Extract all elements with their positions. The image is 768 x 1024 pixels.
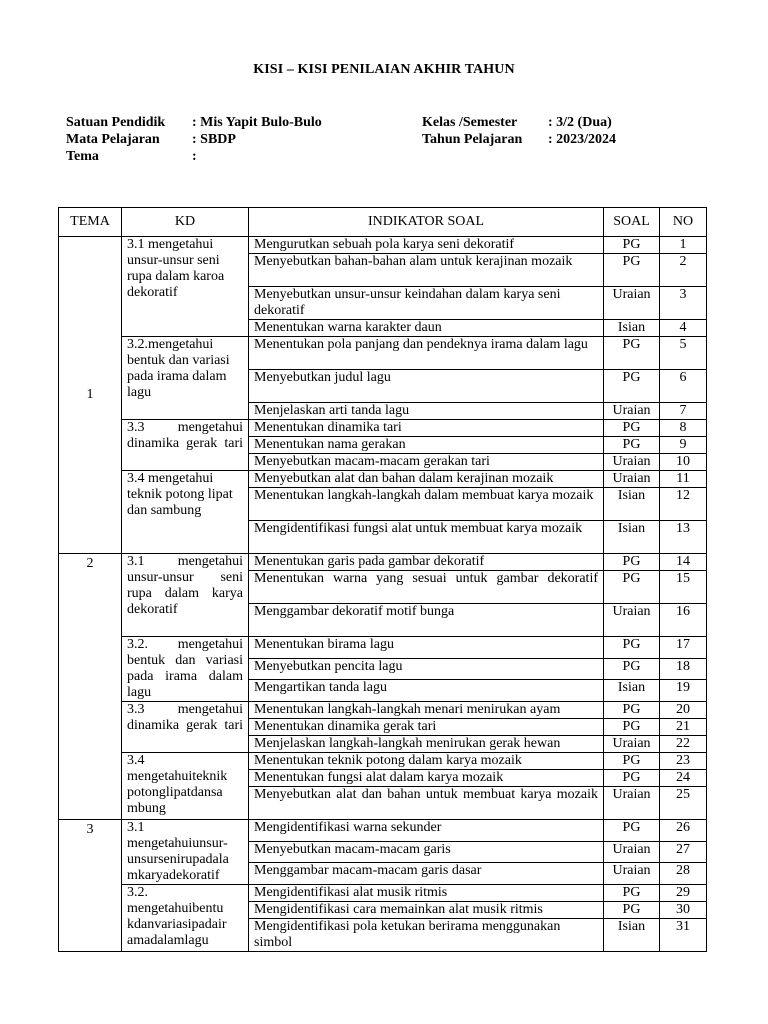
column-header-indikator: INDIKATOR SOAL [249, 208, 604, 237]
indikator-cell: Menyebutkan judul lagu [249, 370, 604, 403]
kisi-table [58, 207, 707, 952]
soal-type-cell: PG [604, 770, 660, 787]
indikator-cell: Menentukan garis pada gambar dekoratif [249, 554, 604, 571]
soal-type-cell: PG [604, 719, 660, 736]
indikator-cell: Menyebutkan alat dan bahan untuk membuat karya mozaik [249, 787, 604, 820]
soal-type-cell: PG [604, 237, 660, 254]
tema-cell: 2 [59, 554, 122, 820]
indikator-cell: Menentukan birama lagu [249, 637, 604, 659]
indikator-cell: Menyebutkan pencita lagu [249, 658, 604, 680]
indikator-cell: Mengurutkan sebuah pola karya seni dekoratif [249, 237, 604, 254]
table-row [59, 637, 707, 659]
column-header-soal: SOAL [604, 208, 660, 237]
soal-type-cell: Uraian [604, 403, 660, 420]
indikator-cell: Menentukan warna yang sesuai untuk gambar dekoratif [249, 571, 604, 604]
indikator-cell: Menentukan fungsi alat dalam karya mozaik [249, 770, 604, 787]
number-cell: 25 [660, 787, 707, 820]
number-cell: 1 [660, 237, 707, 254]
number-cell: 11 [660, 471, 707, 488]
number-cell: 31 [660, 919, 707, 952]
mapel-label: Mata Pelajaran [66, 132, 160, 147]
number-cell: 15 [660, 571, 707, 604]
indikator-cell: Menyebutkan unsur-unsur keindahan dalam karya seni dekoratif [249, 287, 604, 320]
soal-type-cell: Isian [604, 521, 660, 554]
kd-cell: 3.2. mengetahui bentuk dan variasi pada irama dalam lagu [122, 637, 249, 702]
indikator-cell: Menentukan teknik potong dalam karya mozaik [249, 753, 604, 770]
number-cell: 8 [660, 420, 707, 437]
number-cell: 23 [660, 753, 707, 770]
tahun-label: Tahun Pelajaran [422, 132, 523, 147]
number-cell: 21 [660, 719, 707, 736]
indikator-cell: Mengidentifikasi pola ketukan berirama menggunakan simbol [249, 919, 604, 952]
number-cell: 9 [660, 437, 707, 454]
tema-cell: 1 [59, 237, 122, 554]
number-cell: 3 [660, 287, 707, 320]
number-cell: 29 [660, 885, 707, 902]
table-body [59, 237, 707, 952]
soal-type-cell: PG [604, 254, 660, 287]
soal-type-cell: Uraian [604, 454, 660, 471]
table-row [59, 337, 707, 370]
number-cell: 30 [660, 902, 707, 919]
number-cell: 20 [660, 702, 707, 719]
number-cell: 26 [660, 820, 707, 842]
indikator-cell: Menentukan warna karakter daun [249, 320, 604, 337]
number-cell: 6 [660, 370, 707, 403]
soal-type-cell: PG [604, 637, 660, 659]
number-cell: 7 [660, 403, 707, 420]
kelas-label: Kelas /Semester [422, 115, 518, 130]
soal-type-cell: Isian [604, 919, 660, 952]
indikator-cell: Mengidentifikasi fungsi alat untuk membuat karya mozaik [249, 521, 604, 554]
table-row [59, 420, 707, 437]
soal-type-cell: PG [604, 902, 660, 919]
soal-type-cell: Uraian [604, 787, 660, 820]
tema-label: Tema [66, 149, 99, 164]
soal-type-cell: Isian [604, 680, 660, 702]
column-header-tema: TEMA [59, 208, 122, 237]
satuan-value: : Mis Yapit Bulo-Bulo [192, 115, 322, 130]
column-header-kd: KD [122, 208, 249, 237]
indikator-cell: Mengidentifikasi cara memainkan alat musik ritmis [249, 902, 604, 919]
number-cell: 2 [660, 254, 707, 287]
number-cell: 19 [660, 680, 707, 702]
indikator-cell: Mengartikan tanda lagu [249, 680, 604, 702]
indikator-cell: Menyebutkan alat dan bahan dalam kerajinan mozaik [249, 471, 604, 488]
table-row [59, 554, 707, 571]
soal-type-cell: PG [604, 337, 660, 370]
soal-type-cell: PG [604, 702, 660, 719]
kd-cell: 3.3 mengetahui dinamika gerak tari [122, 702, 249, 753]
number-cell: 24 [660, 770, 707, 787]
number-cell: 14 [660, 554, 707, 571]
kd-cell: 3.4 mengetahui teknik potong lipat dan sambung [122, 471, 249, 554]
kd-cell: 3.1 mengetahui unsur-unsur seni rupa dalam karoa dekoratif [122, 237, 249, 337]
kd-cell: 3.1 mengetahui unsur-unsur seni rupa dalam karya dekoratif [122, 554, 249, 637]
document-title: KISI – KISI PENILAIAN AKHIR TAHUN [253, 62, 515, 77]
soal-type-cell: Uraian [604, 841, 660, 863]
soal-type-cell: Uraian [604, 287, 660, 320]
tema-cell: 3 [59, 820, 122, 952]
number-cell: 22 [660, 736, 707, 753]
number-cell: 5 [660, 337, 707, 370]
tahun-value: : 2023/2024 [548, 132, 617, 147]
number-cell: 18 [660, 658, 707, 680]
table-row [59, 820, 707, 842]
soal-type-cell: PG [604, 370, 660, 403]
indikator-cell: Menjelaskan langkah-langkah menirukan gerak hewan [249, 736, 604, 753]
number-cell: 13 [660, 521, 707, 554]
soal-type-cell: Isian [604, 488, 660, 521]
soal-type-cell: Uraian [604, 604, 660, 637]
kelas-value: : 3/2 (Dua) [548, 115, 612, 130]
indikator-cell: Menentukan langkah-langkah menari menirukan ayam [249, 702, 604, 719]
indikator-cell: Menggambar dekoratif motif bunga [249, 604, 604, 637]
number-cell: 10 [660, 454, 707, 471]
soal-type-cell: Isian [604, 320, 660, 337]
number-cell: 17 [660, 637, 707, 659]
number-cell: 12 [660, 488, 707, 521]
indikator-cell: Menyebutkan macam-macam gerakan tari [249, 454, 604, 471]
table-row [59, 702, 707, 719]
kd-cell: 3.2. mengetahuibentu kdanvariasipadair amadalamlagu [122, 885, 249, 952]
table-header-row [59, 208, 707, 237]
number-cell: 16 [660, 604, 707, 637]
indikator-cell: Menentukan dinamika gerak tari [249, 719, 604, 736]
soal-type-cell: Uraian [604, 471, 660, 488]
kd-cell: 3.2.mengetahui bentuk dan variasi pada irama dalam lagu [122, 337, 249, 420]
number-cell: 4 [660, 320, 707, 337]
kd-cell: 3.4 mengetahuiteknik potonglipatdansa mbung [122, 753, 249, 820]
indikator-cell: Menggambar macam-macam garis dasar [249, 863, 604, 885]
soal-type-cell: PG [604, 437, 660, 454]
indikator-cell: Menentukan nama gerakan [249, 437, 604, 454]
indikator-cell: Menyebutkan macam-macam garis [249, 841, 604, 863]
kd-cell: 3.3 mengetahui dinamika gerak tari [122, 420, 249, 471]
soal-type-cell: Uraian [604, 736, 660, 753]
indikator-cell: Menentukan langkah-langkah dalam membuat karya mozaik [249, 488, 604, 521]
satuan-label: Satuan Pendidik [66, 115, 166, 130]
number-cell: 28 [660, 863, 707, 885]
indikator-cell: Mengidentifikasi alat musik ritmis [249, 885, 604, 902]
number-cell: 27 [660, 841, 707, 863]
indikator-cell: Menjelaskan arti tanda lagu [249, 403, 604, 420]
kd-cell: 3.1 mengetahuiunsur-unsursenirupadala mkaryadekoratif [122, 820, 249, 885]
soal-type-cell: PG [604, 753, 660, 770]
table-row [59, 885, 707, 902]
soal-type-cell: PG [604, 420, 660, 437]
column-header-no: NO [660, 208, 707, 237]
table-row [59, 471, 707, 488]
soal-type-cell: Uraian [604, 863, 660, 885]
soal-type-cell: PG [604, 885, 660, 902]
soal-type-cell: PG [604, 658, 660, 680]
soal-type-cell: PG [604, 554, 660, 571]
indikator-cell: Menentukan dinamika tari [249, 420, 604, 437]
soal-type-cell: PG [604, 820, 660, 842]
indikator-cell: Mengidentifikasi warna sekunder [249, 820, 604, 842]
indikator-cell: Menyebutkan bahan-bahan alam untuk kerajinan mozaik [249, 254, 604, 287]
soal-type-cell: PG [604, 571, 660, 604]
table-row [59, 237, 707, 254]
mapel-value: : SBDP [192, 132, 236, 147]
tema-value: : [192, 149, 197, 164]
table-row [59, 753, 707, 770]
indikator-cell: Menentukan pola panjang dan pendeknya irama dalam lagu [249, 337, 604, 370]
